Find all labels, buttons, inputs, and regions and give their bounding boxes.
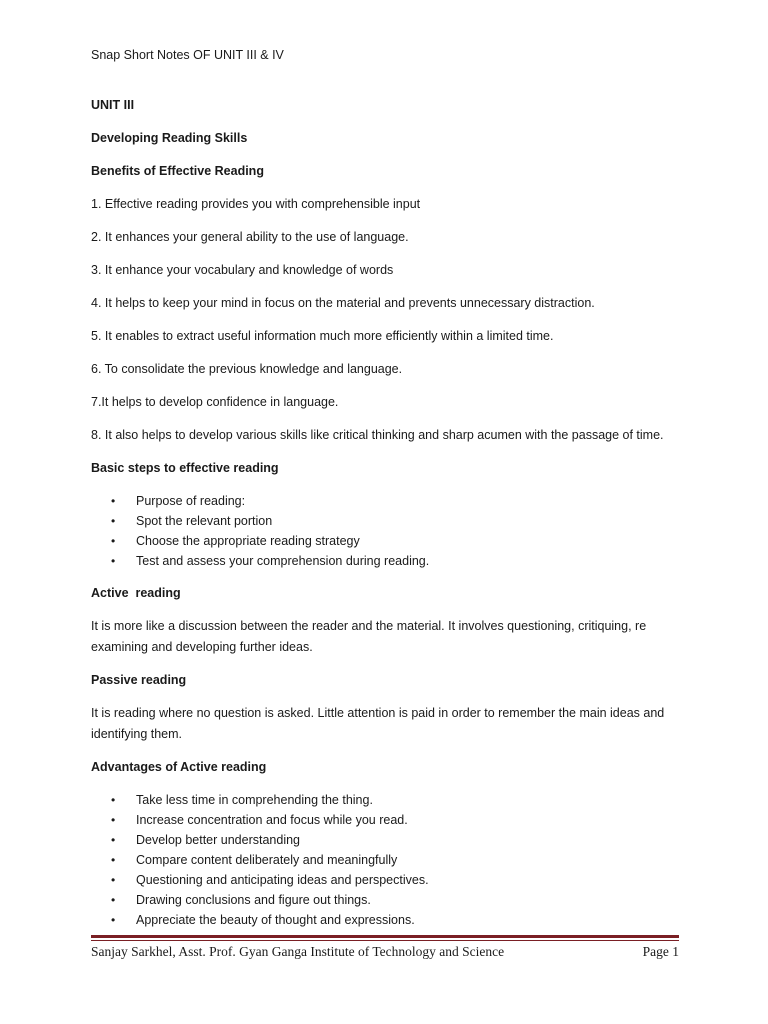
advantages-heading: Advantages of Active reading	[91, 760, 267, 774]
footer-author: Sanjay Sarkhel, Asst. Prof. Gyan Ganga Institute of Technology and Science	[91, 944, 505, 959]
passive-reading-text: It is reading where no question is asked. Little attention is paid in order to remember the main ideas and identifying them.	[91, 706, 665, 741]
list-item	[91, 890, 691, 910]
benefit-item: 7.It helps to develop confidence in language.	[91, 395, 339, 409]
advantages-list	[91, 790, 691, 930]
active-reading-heading: Active reading	[91, 586, 181, 600]
basic-steps-list	[91, 491, 691, 571]
list-item	[91, 551, 691, 571]
list-item	[91, 531, 691, 551]
list-item-text: Test and assess your comprehension during reading.	[136, 554, 430, 568]
bullet-icon: •	[111, 893, 116, 907]
bullet-icon: •	[111, 853, 116, 867]
list-item-text: Increase concentration and focus while you read.	[136, 813, 408, 827]
footer-divider-thin	[91, 940, 679, 941]
footer-divider	[91, 935, 679, 941]
bullet-icon: •	[111, 554, 116, 568]
benefit-item: 2. It enhances your general ability to the use of language.	[91, 230, 409, 244]
list-item-text: Questioning and anticipating ideas and perspectives.	[136, 873, 429, 887]
list-item	[91, 790, 691, 810]
header-note: Snap Short Notes OF UNIT III & IV	[91, 48, 284, 62]
basic-steps-heading: Basic steps to effective reading	[91, 461, 279, 475]
passive-reading-heading: Passive reading	[91, 673, 187, 687]
unit-title: UNIT III	[91, 98, 135, 112]
bullet-icon: •	[111, 514, 116, 528]
benefit-item: 5. It enables to extract useful information much more efficiently within a limited time.	[91, 329, 554, 343]
benefit-item: 3. It enhance your vocabulary and knowledge of words	[91, 263, 394, 277]
bullet-icon: •	[111, 833, 116, 847]
list-item	[91, 810, 691, 830]
bullet-icon: •	[111, 534, 116, 548]
list-item-text: Drawing conclusions and figure out things.	[136, 893, 371, 907]
list-item-text: Spot the relevant portion	[136, 514, 273, 528]
list-item	[91, 910, 691, 930]
list-item-text: Develop better understanding	[136, 833, 301, 847]
list-item	[91, 850, 691, 870]
list-item	[91, 511, 691, 531]
list-item	[91, 870, 691, 890]
bullet-icon: •	[111, 813, 116, 827]
bullet-icon: •	[111, 873, 116, 887]
list-item	[91, 830, 691, 850]
benefit-item: 1. Effective reading provides you with comprehensible input	[91, 197, 421, 211]
benefit-item: 8. It also helps to develop various skills like critical thinking and sharp acumen with the passage of time.	[91, 428, 664, 442]
list-item-text: Choose the appropriate reading strategy	[136, 534, 360, 548]
section-title: Developing Reading Skills	[91, 131, 248, 145]
page-number: Page 1	[642, 944, 679, 959]
list-item-text: Appreciate the beauty of thought and expressions.	[136, 913, 415, 927]
page-content	[91, 95, 691, 942]
benefit-item: 6. To consolidate the previous knowledge and language.	[91, 362, 403, 376]
list-item-text: Take less time in comprehending the thing.	[136, 793, 373, 807]
list-item-text: Compare content deliberately and meaningfully	[136, 853, 398, 867]
bullet-icon: •	[111, 793, 116, 807]
bullet-icon: •	[111, 913, 116, 927]
active-reading-text: It is more like a discussion between the reader and the material. It involves questioning, critiquing, re examining and developing further ideas.	[91, 619, 647, 654]
list-item-text: Purpose of reading:	[136, 494, 246, 508]
bullet-icon: •	[111, 494, 116, 508]
benefits-heading: Benefits of Effective Reading	[91, 164, 264, 178]
benefit-item: 4. It helps to keep your mind in focus on the material and prevents unnecessary distraction.	[91, 296, 595, 310]
list-item	[91, 491, 691, 511]
